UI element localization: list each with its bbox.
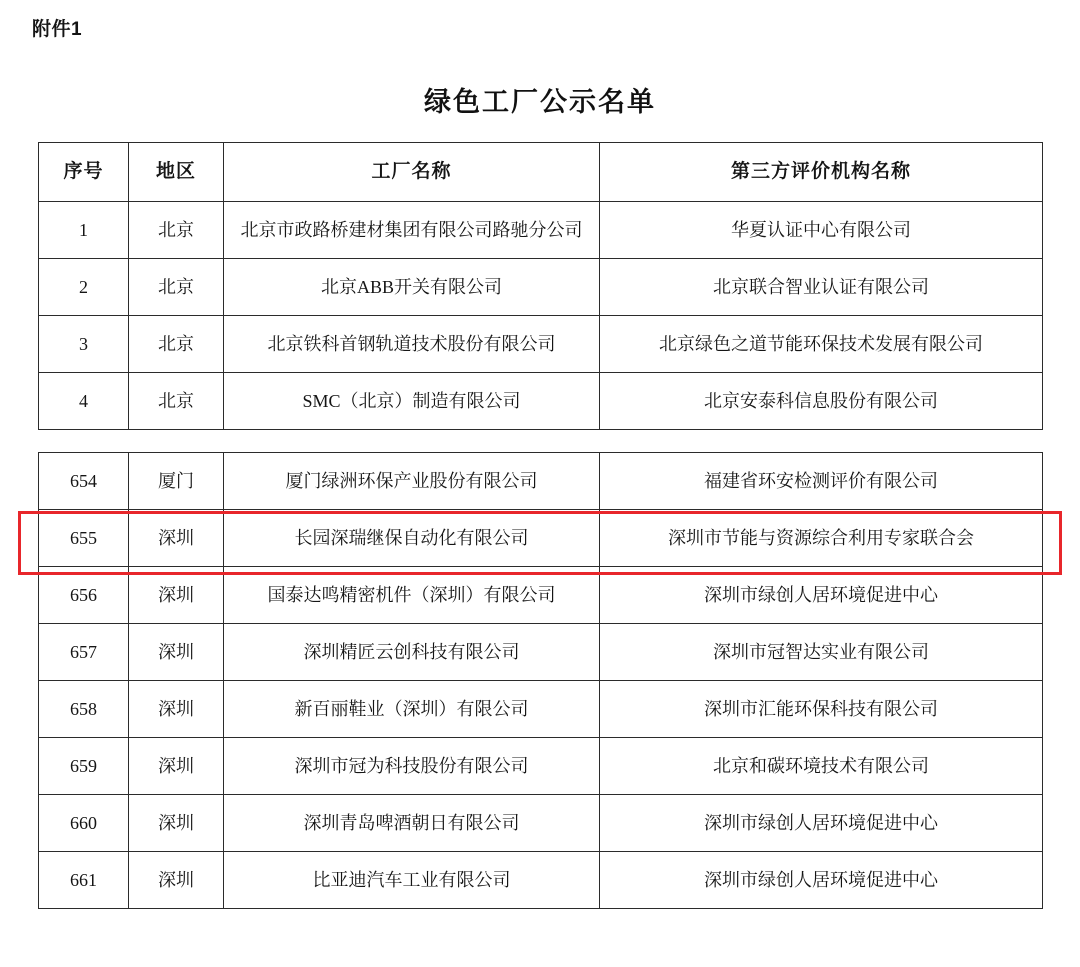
cell-agency: 福建省环安检测评价有限公司 (600, 453, 1043, 510)
cell-factory: 国泰达鸣精密机件（深圳）有限公司 (224, 567, 600, 624)
cell-factory: SMC（北京）制造有限公司 (224, 373, 600, 430)
cell-factory: 长园深瑞继保自动化有限公司 (224, 510, 600, 567)
column-header-no: 序号 (39, 143, 129, 202)
cell-region: 北京 (129, 202, 224, 259)
green-factory-table (38, 142, 1043, 430)
table-row (39, 852, 1043, 909)
table-row (39, 373, 1043, 430)
cell-region: 深圳 (129, 681, 224, 738)
cell-factory: 深圳青岛啤酒朝日有限公司 (224, 795, 600, 852)
cell-agency: 北京和碳环境技术有限公司 (600, 738, 1043, 795)
cell-no: 654 (39, 453, 129, 510)
cell-region: 北京 (129, 373, 224, 430)
cell-agency: 深圳市绿创人居环境促进中心 (600, 567, 1043, 624)
cell-factory: 深圳精匠云创科技有限公司 (224, 624, 600, 681)
table-row (39, 453, 1043, 510)
cell-no: 4 (39, 373, 129, 430)
cell-no: 658 (39, 681, 129, 738)
cell-agency: 北京联合智业认证有限公司 (600, 259, 1043, 316)
cell-region: 深圳 (129, 852, 224, 909)
cell-no: 660 (39, 795, 129, 852)
cell-agency: 北京绿色之道节能环保技术发展有限公司 (600, 316, 1043, 373)
table-row (39, 259, 1043, 316)
cell-agency: 深圳市汇能环保科技有限公司 (600, 681, 1043, 738)
table-row (39, 624, 1043, 681)
table-row (39, 738, 1043, 795)
cell-region: 北京 (129, 316, 224, 373)
cell-agency: 华夏认证中心有限公司 (600, 202, 1043, 259)
green-factory-table-wrap (38, 142, 1042, 909)
cell-no: 661 (39, 852, 129, 909)
table-header-row (39, 143, 1043, 202)
cell-factory: 北京市政路桥建材集团有限公司路驰分公司 (224, 202, 600, 259)
table-row (39, 795, 1043, 852)
column-header-agency: 第三方评价机构名称 (600, 143, 1043, 202)
table-row (39, 202, 1043, 259)
cell-agency: 深圳市节能与资源综合利用专家联合会 (600, 510, 1043, 567)
cell-factory: 厦门绿洲环保产业股份有限公司 (224, 453, 600, 510)
cell-agency: 深圳市冠智达实业有限公司 (600, 624, 1043, 681)
cell-agency: 北京安泰科信息股份有限公司 (600, 373, 1043, 430)
table-body-top (39, 202, 1043, 430)
table-row-highlighted (39, 510, 1043, 567)
cell-no: 1 (39, 202, 129, 259)
cell-factory: 新百丽鞋业（深圳）有限公司 (224, 681, 600, 738)
table-head (39, 143, 1043, 202)
cell-region: 深圳 (129, 624, 224, 681)
cell-no: 2 (39, 259, 129, 316)
cell-factory: 深圳市冠为科技股份有限公司 (224, 738, 600, 795)
cell-factory: 北京铁科首钢轨道技术股份有限公司 (224, 316, 600, 373)
cell-no: 657 (39, 624, 129, 681)
table-row (39, 681, 1043, 738)
cell-region: 深圳 (129, 738, 224, 795)
cell-region: 北京 (129, 259, 224, 316)
cell-no: 659 (39, 738, 129, 795)
table-break-gap (38, 430, 1042, 452)
cell-region: 深圳 (129, 795, 224, 852)
cell-no: 656 (39, 567, 129, 624)
cell-agency: 深圳市绿创人居环境促进中心 (600, 795, 1043, 852)
column-header-region: 地区 (129, 143, 224, 202)
column-header-factory: 工厂名称 (224, 143, 600, 202)
table-body-bottom (39, 453, 1043, 909)
attachment-label: 附件1 (32, 19, 83, 40)
cell-no: 3 (39, 316, 129, 373)
cell-agency: 深圳市绿创人居环境促进中心 (600, 852, 1043, 909)
cell-no: 655 (39, 510, 129, 567)
cell-factory: 比亚迪汽车工业有限公司 (224, 852, 600, 909)
table-row (39, 567, 1043, 624)
cell-region: 深圳 (129, 510, 224, 567)
table-row (39, 316, 1043, 373)
cell-region: 深圳 (129, 567, 224, 624)
cell-factory: 北京ABB开关有限公司 (224, 259, 600, 316)
green-factory-table-continued (38, 452, 1043, 909)
page-title: 绿色工厂公示名单 (424, 87, 656, 117)
cell-region: 厦门 (129, 453, 224, 510)
